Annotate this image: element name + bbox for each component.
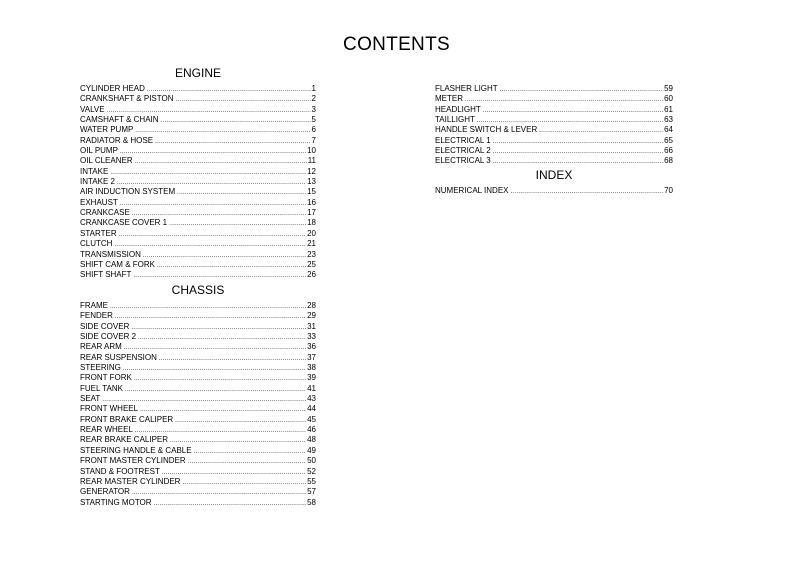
- toc-entry-page-number: 39: [307, 373, 316, 383]
- toc-entry-page-number: 6: [311, 125, 316, 135]
- toc-entry-label: SIDE COVER 2: [80, 332, 137, 342]
- toc-entry[interactable]: [80, 456, 316, 466]
- toc-entry[interactable]: [80, 435, 316, 445]
- toc-entry-label: REAR SUSPENSION: [80, 352, 157, 362]
- toc-entry-label: ELECTRICAL 1: [435, 135, 491, 145]
- toc-entry-label: FRONT BRAKE CALIPER: [80, 414, 174, 424]
- toc-entry[interactable]: [80, 239, 316, 249]
- toc-entry-page-number: 60: [664, 94, 673, 104]
- toc-entry-page-number: 66: [664, 146, 673, 156]
- toc-entry-page-number: 38: [307, 363, 316, 373]
- toc-entry-label: GENERATOR: [80, 487, 130, 497]
- toc-entry-page-number: 11: [307, 156, 316, 166]
- toc-entry-page-number: 70: [664, 186, 673, 195]
- toc-entry-label: STEERING: [80, 363, 121, 373]
- toc-entry-page-number: 29: [307, 311, 316, 321]
- dot-leader: [511, 187, 664, 196]
- toc-entry-label: TAILLIGHT: [435, 115, 475, 125]
- toc-entry-page-number: 10: [307, 146, 316, 156]
- toc-entry-label: HANDLE SWITCH & LEVER: [435, 125, 538, 135]
- dot-leader: [170, 436, 306, 445]
- dot-leader: [135, 426, 306, 435]
- toc-entry-label: EXHAUST: [80, 197, 118, 207]
- dot-leader: [162, 468, 306, 477]
- dot-leader: [177, 188, 306, 197]
- dot-leader: [147, 85, 311, 94]
- toc-entry-page-number: 50: [307, 456, 316, 466]
- toc-entry-page-number: 55: [307, 476, 316, 486]
- dot-leader: [188, 457, 306, 466]
- dot-leader: [477, 116, 663, 125]
- toc-entry[interactable]: [435, 105, 673, 115]
- toc-entry-page-number: 33: [307, 332, 316, 342]
- toc-entry-page-number: 64: [664, 125, 673, 135]
- dot-leader: [133, 271, 306, 280]
- toc-entry-page-number: 52: [307, 466, 316, 476]
- toc-entry-label: VALVE: [80, 104, 105, 114]
- toc-entry[interactable]: [80, 394, 316, 404]
- toc-entry[interactable]: [80, 84, 316, 94]
- toc-entry[interactable]: [80, 311, 316, 321]
- toc-entry-page-number: 16: [307, 197, 316, 207]
- toc-entry-label: NUMERICAL INDEX: [435, 186, 509, 195]
- dot-leader: [102, 395, 306, 404]
- dot-leader: [161, 116, 311, 125]
- toc-entry-label: REAR BRAKE CALIPER: [80, 435, 169, 445]
- dot-leader: [135, 157, 307, 166]
- toc-entry[interactable]: [80, 322, 316, 332]
- dot-leader: [483, 106, 663, 115]
- toc-entry-page-number: 7: [311, 135, 316, 145]
- toc-entry[interactable]: [80, 425, 316, 435]
- dot-leader: [169, 219, 306, 228]
- toc-entry[interactable]: [80, 477, 316, 487]
- toc-entry-page-number: 46: [307, 425, 316, 435]
- toc-entry-page-number: 18: [307, 218, 316, 228]
- toc-entry-page-number: 59: [664, 84, 673, 93]
- toc-entry[interactable]: [80, 136, 316, 146]
- toc-entry-page-number: 45: [307, 414, 316, 424]
- toc-entry-page-number: 3: [311, 104, 316, 114]
- dot-leader: [110, 168, 306, 177]
- toc-entry[interactable]: [80, 353, 316, 363]
- dot-leader: [123, 364, 306, 373]
- toc-entry-label: CLUTCH: [80, 239, 113, 249]
- toc-entry[interactable]: [80, 94, 316, 104]
- dot-leader: [194, 447, 307, 456]
- toc-entry[interactable]: [80, 260, 316, 270]
- toc-entry[interactable]: [80, 467, 316, 477]
- toc-entry[interactable]: [80, 105, 316, 115]
- toc-entry-label: FRAME: [80, 301, 108, 310]
- toc-entry-label: CYLINDER HEAD: [80, 84, 145, 93]
- dot-leader: [155, 137, 310, 146]
- toc-entry-page-number: 17: [307, 208, 316, 218]
- toc-entry-label: STEERING HANDLE & CABLE: [80, 445, 192, 455]
- toc-entry[interactable]: [80, 498, 316, 508]
- dot-leader: [154, 499, 307, 508]
- toc-entry-label: REAR MASTER CYLINDER: [80, 476, 181, 486]
- toc-entry[interactable]: [80, 363, 316, 373]
- toc-entry[interactable]: [80, 404, 316, 414]
- toc-entry[interactable]: [80, 373, 316, 383]
- toc-entry[interactable]: [80, 125, 316, 135]
- dot-leader: [120, 147, 306, 156]
- toc-entry[interactable]: [80, 218, 316, 228]
- engine-heading: ENGINE: [174, 66, 221, 80]
- dot-leader: [159, 354, 306, 363]
- toc-entry[interactable]: [80, 198, 316, 208]
- toc-entry[interactable]: [435, 94, 673, 104]
- toc-entry[interactable]: [80, 229, 316, 239]
- dot-leader: [125, 385, 306, 394]
- toc-entry-label: STARTER: [80, 228, 117, 238]
- electrical-list: [435, 84, 673, 167]
- toc-entry[interactable]: [435, 146, 673, 156]
- dot-leader: [465, 95, 663, 104]
- dot-leader: [175, 416, 306, 425]
- toc-entry-label: AIR INDUCTION SYSTEM: [80, 187, 176, 197]
- dot-leader: [107, 106, 311, 115]
- toc-entry-label: FRONT FORK: [80, 373, 132, 383]
- index-list: [435, 186, 673, 196]
- dot-leader: [114, 240, 306, 249]
- toc-entry-page-number: 13: [307, 177, 316, 187]
- toc-entry-label: OIL PUMP: [80, 146, 118, 156]
- dot-leader: [132, 488, 306, 497]
- toc-entry-page-number: 5: [311, 115, 316, 125]
- page-title: CONTENTS: [343, 34, 450, 55]
- toc-entry[interactable]: [435, 136, 673, 146]
- toc-entry[interactable]: [80, 446, 316, 456]
- toc-entry-page-number: 63: [664, 115, 673, 125]
- toc-entry-label: REAR ARM: [80, 342, 122, 352]
- toc-entry[interactable]: [435, 186, 673, 196]
- chassis-heading: CHASSIS: [171, 283, 225, 297]
- toc-entry-page-number: 57: [307, 487, 316, 497]
- toc-entry-label: FRONT MASTER CYLINDER: [80, 456, 186, 466]
- dot-leader: [119, 230, 306, 239]
- toc-entry-label: CRANKSHAFT & PISTON: [80, 94, 174, 104]
- dot-leader: [124, 343, 306, 352]
- toc-entry-page-number: 61: [664, 104, 673, 114]
- dot-leader: [500, 85, 663, 94]
- dot-leader: [493, 137, 663, 146]
- toc-entry[interactable]: [80, 270, 316, 280]
- dot-leader: [132, 209, 306, 218]
- dot-leader: [110, 302, 306, 311]
- toc-entry-label: FENDER: [80, 311, 113, 321]
- dot-leader: [134, 374, 306, 383]
- toc-entry-label: INTAKE: [80, 166, 109, 176]
- toc-entry-label: STAND & FOOTREST: [80, 466, 160, 476]
- toc-entry-page-number: 2: [311, 94, 316, 104]
- toc-entry[interactable]: [80, 156, 316, 166]
- toc-entry[interactable]: [80, 208, 316, 218]
- chassis-list: [80, 301, 316, 508]
- toc-entry-page-number: 48: [307, 435, 316, 445]
- toc-entry-page-number: 49: [307, 445, 316, 455]
- toc-entry-page-number: 65: [664, 135, 673, 145]
- toc-entry-label: METER: [435, 94, 463, 104]
- engine-list: [80, 84, 316, 281]
- dot-leader: [539, 126, 663, 135]
- toc-entry-label: HEADLIGHT: [435, 104, 481, 114]
- toc-entry[interactable]: [80, 332, 316, 342]
- toc-entry-page-number: 44: [307, 404, 316, 414]
- toc-entry[interactable]: [435, 156, 673, 166]
- toc-entry-page-number: 25: [307, 259, 316, 269]
- toc-entry[interactable]: [80, 384, 316, 394]
- toc-entry-page-number: 12: [307, 166, 316, 176]
- dot-leader: [493, 147, 663, 156]
- toc-entry-label: CAMSHAFT & CHAIN: [80, 115, 159, 125]
- toc-entry[interactable]: [80, 487, 316, 497]
- toc-entry[interactable]: [80, 187, 316, 197]
- toc-entry-page-number: 15: [307, 187, 316, 197]
- dot-leader: [157, 261, 306, 270]
- dot-leader: [176, 95, 311, 104]
- toc-entry[interactable]: [80, 177, 316, 187]
- dot-leader: [138, 333, 306, 342]
- dot-leader: [182, 478, 306, 487]
- toc-entry-label: FLASHER LIGHT: [435, 84, 498, 93]
- toc-entry[interactable]: [80, 342, 316, 352]
- dot-leader: [120, 199, 306, 208]
- toc-entry[interactable]: [435, 84, 673, 94]
- toc-entry[interactable]: [80, 415, 316, 425]
- toc-entry-page-number: 37: [307, 352, 316, 362]
- dot-leader: [117, 178, 306, 187]
- toc-entry-label: SEAT: [80, 394, 101, 404]
- dot-leader: [140, 405, 306, 414]
- toc-entry-label: FRONT WHEEL: [80, 404, 139, 414]
- toc-entry-label: REAR WHEEL: [80, 425, 133, 435]
- dot-leader: [143, 251, 306, 260]
- index-heading: INDEX: [535, 168, 573, 182]
- toc-entry-label: TRANSMISSION: [80, 249, 141, 259]
- toc-entry-page-number: 68: [664, 156, 673, 166]
- toc-entry-label: SHIFT SHAFT: [80, 270, 132, 280]
- toc-entry-label: INTAKE 2: [80, 177, 115, 187]
- toc-entry-label: STARTING MOTOR: [80, 497, 152, 507]
- toc-entry-label: ELECTRICAL 3: [435, 156, 491, 166]
- toc-entry-label: SHIFT CAM & FORK: [80, 259, 155, 269]
- toc-entry-page-number: 20: [307, 228, 316, 238]
- toc-entry-label: RADIATOR & HOSE: [80, 135, 154, 145]
- toc-entry-page-number: 23: [307, 249, 316, 259]
- toc-entry-page-number: 36: [307, 342, 316, 352]
- toc-entry-page-number: 28: [307, 301, 316, 310]
- toc-entry-label: CRANKCASE COVER 1: [80, 218, 168, 228]
- toc-entry[interactable]: [80, 301, 316, 311]
- dot-leader: [493, 157, 663, 166]
- toc-entry-label: CRANKCASE: [80, 208, 130, 218]
- dot-leader: [131, 323, 306, 332]
- toc-entry-label: WATER PUMP: [80, 125, 134, 135]
- toc-entry-page-number: 43: [307, 394, 316, 404]
- toc-entry-page-number: 1: [311, 84, 316, 93]
- toc-entry[interactable]: [80, 115, 316, 125]
- toc-entry-page-number: 21: [307, 239, 316, 249]
- toc-entry-label: OIL CLEANER: [80, 156, 133, 166]
- dot-leader: [115, 312, 306, 321]
- toc-entry[interactable]: [435, 125, 673, 135]
- toc-entry-page-number: 31: [307, 321, 316, 331]
- toc-entry-page-number: 26: [307, 270, 316, 280]
- toc-entry[interactable]: [435, 115, 673, 125]
- toc-entry-label: ELECTRICAL 2: [435, 146, 491, 156]
- toc-entry[interactable]: [80, 146, 316, 156]
- toc-entry[interactable]: [80, 250, 316, 260]
- dot-leader: [135, 126, 310, 135]
- toc-entry-page-number: 41: [307, 383, 316, 393]
- toc-entry-label: FUEL TANK: [80, 383, 123, 393]
- toc-entry-page-number: 58: [307, 497, 316, 507]
- toc-entry-label: SIDE COVER: [80, 321, 130, 331]
- toc-entry[interactable]: [80, 167, 316, 177]
